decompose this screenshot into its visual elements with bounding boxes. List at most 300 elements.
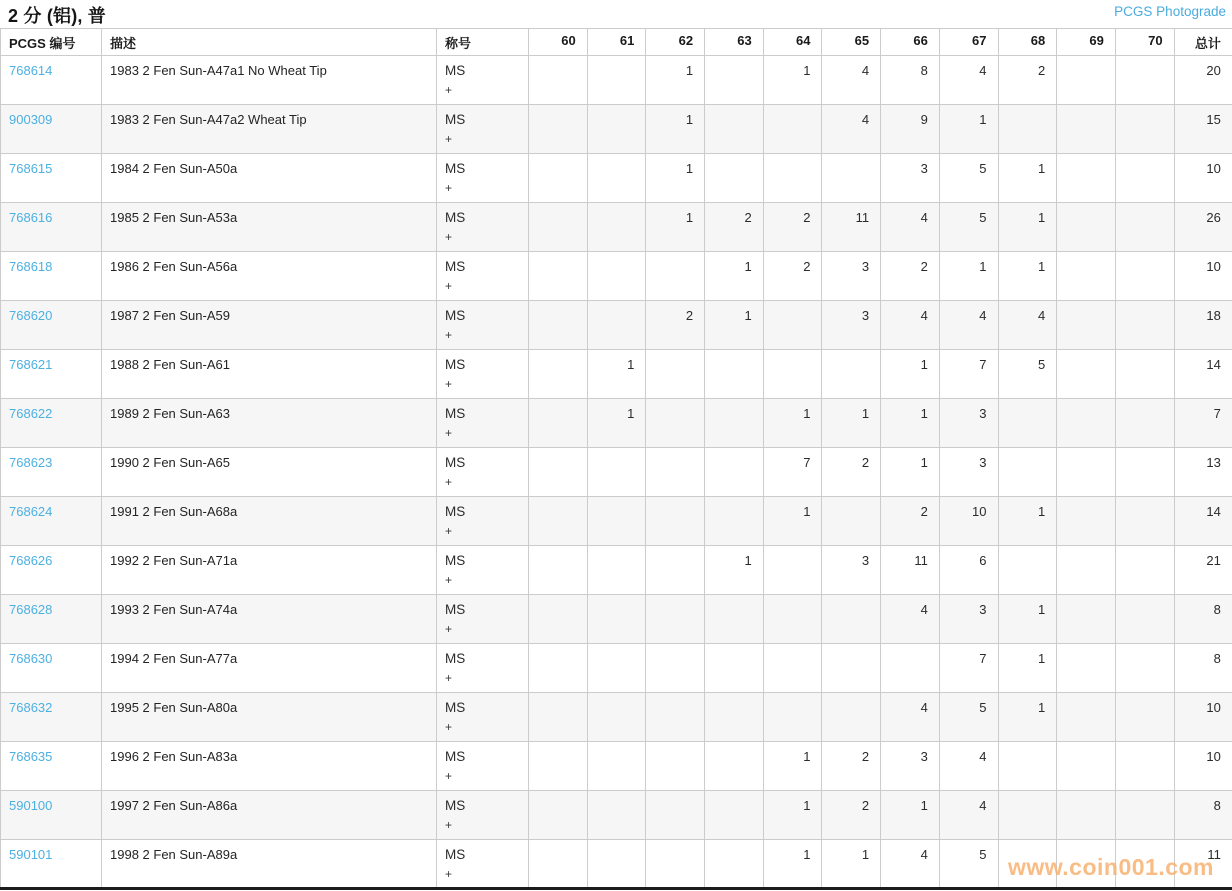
grade-cell-66: 4 <box>881 595 940 644</box>
designation-plus-label: + <box>445 475 453 489</box>
pcgs-number-link[interactable]: 768635 <box>9 749 53 764</box>
total-cell: 14 <box>1174 350 1232 399</box>
designation-plus-label: + <box>445 867 453 881</box>
grade-cell-70 <box>1115 595 1174 644</box>
description-text: 1987 2 Fen Sun-A59 <box>110 308 230 323</box>
description-cell <box>102 203 437 252</box>
column-header-5: 62 <box>646 29 705 56</box>
table-row <box>1 154 1232 203</box>
column-header-4: 61 <box>587 29 646 56</box>
designation-label: MS <box>445 798 466 813</box>
description-cell <box>102 742 437 791</box>
grade-cell-67: 4 <box>939 56 998 105</box>
designation-cell <box>437 350 529 399</box>
grade-cell-61 <box>587 742 646 791</box>
designation-cell <box>437 448 529 497</box>
grade-cell-70 <box>1115 791 1174 840</box>
table-row <box>1 203 1232 252</box>
total-cell: 8 <box>1174 595 1232 644</box>
description-cell <box>102 252 437 301</box>
grade-cell-67: 1 <box>939 105 998 154</box>
grade-cell-64 <box>763 105 822 154</box>
grade-cell-69 <box>1057 448 1116 497</box>
designation-label: MS <box>445 602 466 617</box>
grade-cell-66: 4 <box>881 693 940 742</box>
pcgs-number-link[interactable]: 768614 <box>9 63 53 78</box>
grade-cell-61 <box>587 546 646 595</box>
table-row <box>1 644 1232 693</box>
designation-plus-label: + <box>445 426 453 440</box>
description-text: 1989 2 Fen Sun-A63 <box>110 406 230 421</box>
pcgs-photograde-link[interactable]: PCGS Photograde <box>1114 4 1226 19</box>
grade-cell-60 <box>529 252 588 301</box>
grade-cell-70 <box>1115 399 1174 448</box>
pcgs-number-cell <box>1 252 102 301</box>
grade-cell-63 <box>705 448 764 497</box>
description-cell <box>102 105 437 154</box>
column-header-9: 66 <box>881 29 940 56</box>
grade-cell-66: 1 <box>881 350 940 399</box>
description-text: 1991 2 Fen Sun-A68a <box>110 504 238 519</box>
watermark: www.coin001.com <box>1007 854 1214 880</box>
grade-cell-67: 5 <box>939 203 998 252</box>
pcgs-number-link[interactable]: 768621 <box>9 357 53 372</box>
pcgs-number-cell <box>1 105 102 154</box>
designation-label: MS <box>445 161 466 176</box>
designation-plus-label: + <box>445 230 453 244</box>
description-text: 1995 2 Fen Sun-A80a <box>110 700 238 715</box>
grade-cell-64: 2 <box>763 203 822 252</box>
grade-cell-61 <box>587 448 646 497</box>
grade-cell-70 <box>1115 105 1174 154</box>
grade-cell-66: 4 <box>881 203 940 252</box>
table-row <box>1 105 1232 154</box>
grade-cell-61 <box>587 595 646 644</box>
pcgs-number-link[interactable]: 900309 <box>9 112 53 127</box>
total-cell: 10 <box>1174 742 1232 791</box>
grade-cell-69 <box>1057 840 1116 889</box>
grade-cell-64 <box>763 546 822 595</box>
pcgs-number-cell <box>1 56 102 105</box>
total-cell: 20 <box>1174 56 1232 105</box>
description-text: 1993 2 Fen Sun-A74a <box>110 602 238 617</box>
designation-cell <box>437 595 529 644</box>
grade-cell-63 <box>705 840 764 889</box>
grade-cell-61 <box>587 840 646 889</box>
pcgs-number-cell <box>1 399 102 448</box>
grade-cell-61 <box>587 791 646 840</box>
grade-cell-67: 5 <box>939 693 998 742</box>
grade-cell-60 <box>529 105 588 154</box>
grade-cell-68: 1 <box>998 693 1057 742</box>
description-text: 1998 2 Fen Sun-A89a <box>110 847 238 862</box>
grade-cell-63 <box>705 497 764 546</box>
column-header-13: 70 <box>1115 29 1174 56</box>
grade-cell-67: 3 <box>939 448 998 497</box>
grade-cell-69 <box>1057 791 1116 840</box>
grade-cell-66: 1 <box>881 399 940 448</box>
grade-cell-67: 4 <box>939 791 998 840</box>
column-header-12: 69 <box>1057 29 1116 56</box>
grade-cell-62 <box>646 399 705 448</box>
description-text: 1997 2 Fen Sun-A86a <box>110 798 238 813</box>
table-row <box>1 301 1232 350</box>
grade-cell-62 <box>646 448 705 497</box>
grade-cell-61 <box>587 154 646 203</box>
designation-plus-label: + <box>445 818 453 832</box>
grade-cell-67: 5 <box>939 840 998 889</box>
grade-cell-67: 6 <box>939 546 998 595</box>
grade-cell-65: 3 <box>822 546 881 595</box>
designation-cell <box>437 546 529 595</box>
grade-cell-60 <box>529 644 588 693</box>
description-cell <box>102 350 437 399</box>
table-row <box>1 693 1232 742</box>
grade-cell-60 <box>529 497 588 546</box>
description-cell <box>102 791 437 840</box>
grade-cell-70 <box>1115 497 1174 546</box>
grade-cell-63: 1 <box>705 252 764 301</box>
grade-cell-62: 1 <box>646 105 705 154</box>
grade-cell-69 <box>1057 350 1116 399</box>
grade-cell-66: 1 <box>881 791 940 840</box>
column-header-11: 68 <box>998 29 1057 56</box>
grade-cell-60 <box>529 350 588 399</box>
grade-cell-63 <box>705 644 764 693</box>
description-cell <box>102 497 437 546</box>
grade-cell-64: 1 <box>763 497 822 546</box>
grade-cell-66: 2 <box>881 497 940 546</box>
grade-cell-63 <box>705 399 764 448</box>
grade-cell-63 <box>705 791 764 840</box>
grade-cell-61 <box>587 693 646 742</box>
grade-cell-61 <box>587 497 646 546</box>
designation-cell <box>437 105 529 154</box>
pcgs-number-link[interactable]: 768624 <box>9 504 53 519</box>
pcgs-number-link[interactable]: 768632 <box>9 700 53 715</box>
grade-cell-67: 1 <box>939 252 998 301</box>
grade-cell-65: 11 <box>822 203 881 252</box>
description-cell <box>102 448 437 497</box>
grade-cell-68: 1 <box>998 203 1057 252</box>
pcgs-number-cell <box>1 203 102 252</box>
grade-cell-60 <box>529 56 588 105</box>
designation-label: MS <box>445 210 466 225</box>
grade-cell-65: 3 <box>822 252 881 301</box>
designation-plus-label: + <box>445 181 453 195</box>
table-row <box>1 56 1232 105</box>
table-row <box>1 595 1232 644</box>
description-text: 1988 2 Fen Sun-A61 <box>110 357 230 372</box>
designation-plus-label: + <box>445 377 453 391</box>
grade-cell-63 <box>705 693 764 742</box>
pcgs-number-cell <box>1 644 102 693</box>
grade-cell-62: 1 <box>646 154 705 203</box>
pcgs-number-link[interactable]: 768622 <box>9 406 53 421</box>
column-header-8: 65 <box>822 29 881 56</box>
pcgs-number-cell <box>1 595 102 644</box>
description-text: 1983 2 Fen Sun-A47a2 Wheat Tip <box>110 112 307 127</box>
grade-cell-69 <box>1057 399 1116 448</box>
description-cell <box>102 644 437 693</box>
designation-cell <box>437 791 529 840</box>
grade-cell-68: 4 <box>998 301 1057 350</box>
total-cell: 11 <box>1174 840 1232 889</box>
designation-cell <box>437 497 529 546</box>
designation-label: MS <box>445 553 466 568</box>
column-header-7: 64 <box>763 29 822 56</box>
designation-plus-label: + <box>445 328 453 342</box>
grade-cell-70 <box>1115 448 1174 497</box>
pcgs-number-cell <box>1 742 102 791</box>
grade-cell-62 <box>646 644 705 693</box>
description-cell <box>102 301 437 350</box>
pcgs-number-link[interactable]: 768616 <box>9 210 53 225</box>
grade-cell-69 <box>1057 56 1116 105</box>
grade-cell-70 <box>1115 154 1174 203</box>
grade-cell-61 <box>587 644 646 693</box>
grade-cell-65 <box>822 644 881 693</box>
grade-cell-69 <box>1057 301 1116 350</box>
description-cell <box>102 840 437 889</box>
grade-cell-69 <box>1057 497 1116 546</box>
grade-cell-62 <box>646 252 705 301</box>
grade-cell-67: 5 <box>939 154 998 203</box>
total-cell: 8 <box>1174 791 1232 840</box>
designation-label: MS <box>445 749 466 764</box>
total-cell: 10 <box>1174 693 1232 742</box>
grade-cell-69 <box>1057 693 1116 742</box>
designation-label: MS <box>445 63 466 78</box>
grade-cell-61: 1 <box>587 399 646 448</box>
grade-cell-70 <box>1115 546 1174 595</box>
grade-cell-67: 7 <box>939 644 998 693</box>
designation-label: MS <box>445 357 466 372</box>
designation-label: MS <box>445 259 466 274</box>
grade-cell-60 <box>529 742 588 791</box>
grade-cell-70 <box>1115 840 1174 889</box>
grade-cell-67: 3 <box>939 595 998 644</box>
grade-cell-62 <box>646 546 705 595</box>
grade-cell-67: 3 <box>939 399 998 448</box>
grade-cell-62: 2 <box>646 301 705 350</box>
grade-cell-66: 3 <box>881 154 940 203</box>
grade-cell-69 <box>1057 154 1116 203</box>
grade-cell-68: 2 <box>998 56 1057 105</box>
total-cell: 13 <box>1174 448 1232 497</box>
grade-cell-60 <box>529 399 588 448</box>
description-cell <box>102 595 437 644</box>
description-text: 1983 2 Fen Sun-A47a1 No Wheat Tip <box>110 63 327 78</box>
grade-cell-60 <box>529 448 588 497</box>
grade-cell-68 <box>998 105 1057 154</box>
grade-cell-60 <box>529 595 588 644</box>
designation-plus-label: + <box>445 671 453 685</box>
pcgs-number-cell <box>1 840 102 889</box>
grade-cell-65: 2 <box>822 448 881 497</box>
grade-cell-65 <box>822 595 881 644</box>
designation-cell <box>437 203 529 252</box>
grade-cell-68 <box>998 399 1057 448</box>
total-cell: 8 <box>1174 644 1232 693</box>
designation-cell <box>437 693 529 742</box>
grade-cell-60 <box>529 693 588 742</box>
grade-cell-64 <box>763 154 822 203</box>
description-text: 1986 2 Fen Sun-A56a <box>110 259 238 274</box>
description-text: 1984 2 Fen Sun-A50a <box>110 161 238 176</box>
grade-cell-68: 1 <box>998 252 1057 301</box>
column-header-10: 67 <box>939 29 998 56</box>
grade-cell-66: 8 <box>881 56 940 105</box>
table-row <box>1 546 1232 595</box>
grade-cell-70 <box>1115 742 1174 791</box>
designation-cell <box>437 154 529 203</box>
pcgs-number-link[interactable]: 768628 <box>9 602 53 617</box>
pcgs-number-cell <box>1 791 102 840</box>
grade-cell-62 <box>646 350 705 399</box>
grade-cell-66 <box>881 644 940 693</box>
grade-cell-65 <box>822 693 881 742</box>
grade-cell-67: 10 <box>939 497 998 546</box>
total-cell: 10 <box>1174 252 1232 301</box>
total-cell: 15 <box>1174 105 1232 154</box>
grade-cell-62 <box>646 742 705 791</box>
total-cell: 10 <box>1174 154 1232 203</box>
table-row <box>1 350 1232 399</box>
grade-cell-68 <box>998 742 1057 791</box>
grade-cell-63: 2 <box>705 203 764 252</box>
grade-cell-70 <box>1115 252 1174 301</box>
grade-cell-60 <box>529 301 588 350</box>
designation-cell <box>437 56 529 105</box>
designation-plus-label: + <box>445 622 453 636</box>
grade-cell-68: 1 <box>998 595 1057 644</box>
grade-cell-69 <box>1057 203 1116 252</box>
grade-cell-65: 4 <box>822 105 881 154</box>
designation-cell <box>437 840 529 889</box>
grade-cell-68 <box>998 840 1057 889</box>
grade-cell-64: 1 <box>763 399 822 448</box>
pcgs-number-link[interactable]: 590100 <box>9 798 53 813</box>
grade-cell-69 <box>1057 644 1116 693</box>
pcgs-number-link[interactable]: 768618 <box>9 259 53 274</box>
pcgs-number-link[interactable]: 590101 <box>9 847 53 862</box>
grade-cell-70 <box>1115 693 1174 742</box>
page-title: 2 分 (铝), 普 <box>8 6 107 26</box>
grade-cell-64: 1 <box>763 840 822 889</box>
table-header-row <box>1 29 1232 56</box>
grade-cell-69 <box>1057 546 1116 595</box>
column-header-6: 63 <box>705 29 764 56</box>
grade-cell-63 <box>705 350 764 399</box>
grade-cell-66: 4 <box>881 840 940 889</box>
grade-cell-64 <box>763 693 822 742</box>
designation-label: MS <box>445 504 466 519</box>
grade-cell-62 <box>646 595 705 644</box>
pcgs-number-link[interactable]: 768626 <box>9 553 53 568</box>
description-text: 1996 2 Fen Sun-A83a <box>110 749 238 764</box>
grade-cell-66: 9 <box>881 105 940 154</box>
description-text: 1985 2 Fen Sun-A53a <box>110 210 238 225</box>
description-cell <box>102 154 437 203</box>
designation-plus-label: + <box>445 83 453 97</box>
table-row <box>1 497 1232 546</box>
grade-cell-68 <box>998 546 1057 595</box>
designation-cell <box>437 399 529 448</box>
designation-cell <box>437 742 529 791</box>
description-cell <box>102 546 437 595</box>
table-row <box>1 399 1232 448</box>
description-text: 1992 2 Fen Sun-A71a <box>110 553 238 568</box>
grade-cell-62: 1 <box>646 56 705 105</box>
grade-cell-61 <box>587 301 646 350</box>
grade-cell-68: 1 <box>998 154 1057 203</box>
table-row <box>1 448 1232 497</box>
total-cell: 18 <box>1174 301 1232 350</box>
grade-cell-63 <box>705 56 764 105</box>
pcgs-number-link[interactable]: 768630 <box>9 651 53 666</box>
grade-cell-63 <box>705 742 764 791</box>
grade-cell-64 <box>763 350 822 399</box>
grade-cell-68 <box>998 791 1057 840</box>
description-cell <box>102 693 437 742</box>
grade-cell-68: 5 <box>998 350 1057 399</box>
grade-cell-68: 1 <box>998 644 1057 693</box>
column-header-14: 总计 <box>1174 29 1232 56</box>
grade-cell-70 <box>1115 644 1174 693</box>
designation-cell <box>437 644 529 693</box>
grade-cell-65 <box>822 497 881 546</box>
column-header-2: 称号 <box>437 29 529 56</box>
grade-cell-65: 2 <box>822 791 881 840</box>
grade-cell-69 <box>1057 595 1116 644</box>
designation-cell <box>437 252 529 301</box>
grade-cell-66: 1 <box>881 448 940 497</box>
pcgs-number-cell <box>1 154 102 203</box>
pcgs-number-cell <box>1 546 102 595</box>
column-header-3: 60 <box>529 29 588 56</box>
grade-cell-64: 2 <box>763 252 822 301</box>
column-header-1: 描述 <box>102 29 437 56</box>
grade-cell-67: 7 <box>939 350 998 399</box>
grade-cell-63 <box>705 595 764 644</box>
grade-cell-60 <box>529 203 588 252</box>
grade-cell-70 <box>1115 350 1174 399</box>
table-row <box>1 742 1232 791</box>
designation-plus-label: + <box>445 720 453 734</box>
designation-plus-label: + <box>445 279 453 293</box>
grade-cell-64 <box>763 644 822 693</box>
pcgs-number-link[interactable]: 768620 <box>9 308 53 323</box>
grade-cell-64: 7 <box>763 448 822 497</box>
table-row <box>1 791 1232 840</box>
grade-cell-65: 1 <box>822 399 881 448</box>
designation-label: MS <box>445 112 466 127</box>
table-row <box>1 840 1232 889</box>
grade-cell-62 <box>646 693 705 742</box>
grade-cell-60 <box>529 546 588 595</box>
total-cell: 7 <box>1174 399 1232 448</box>
grade-cell-60 <box>529 154 588 203</box>
designation-label: MS <box>445 308 466 323</box>
grade-cell-61 <box>587 56 646 105</box>
pcgs-number-link[interactable]: 768615 <box>9 161 53 176</box>
pcgs-number-cell <box>1 301 102 350</box>
pcgs-number-cell <box>1 350 102 399</box>
grade-cell-61 <box>587 203 646 252</box>
pcgs-number-link[interactable]: 768623 <box>9 455 53 470</box>
designation-label: MS <box>445 700 466 715</box>
